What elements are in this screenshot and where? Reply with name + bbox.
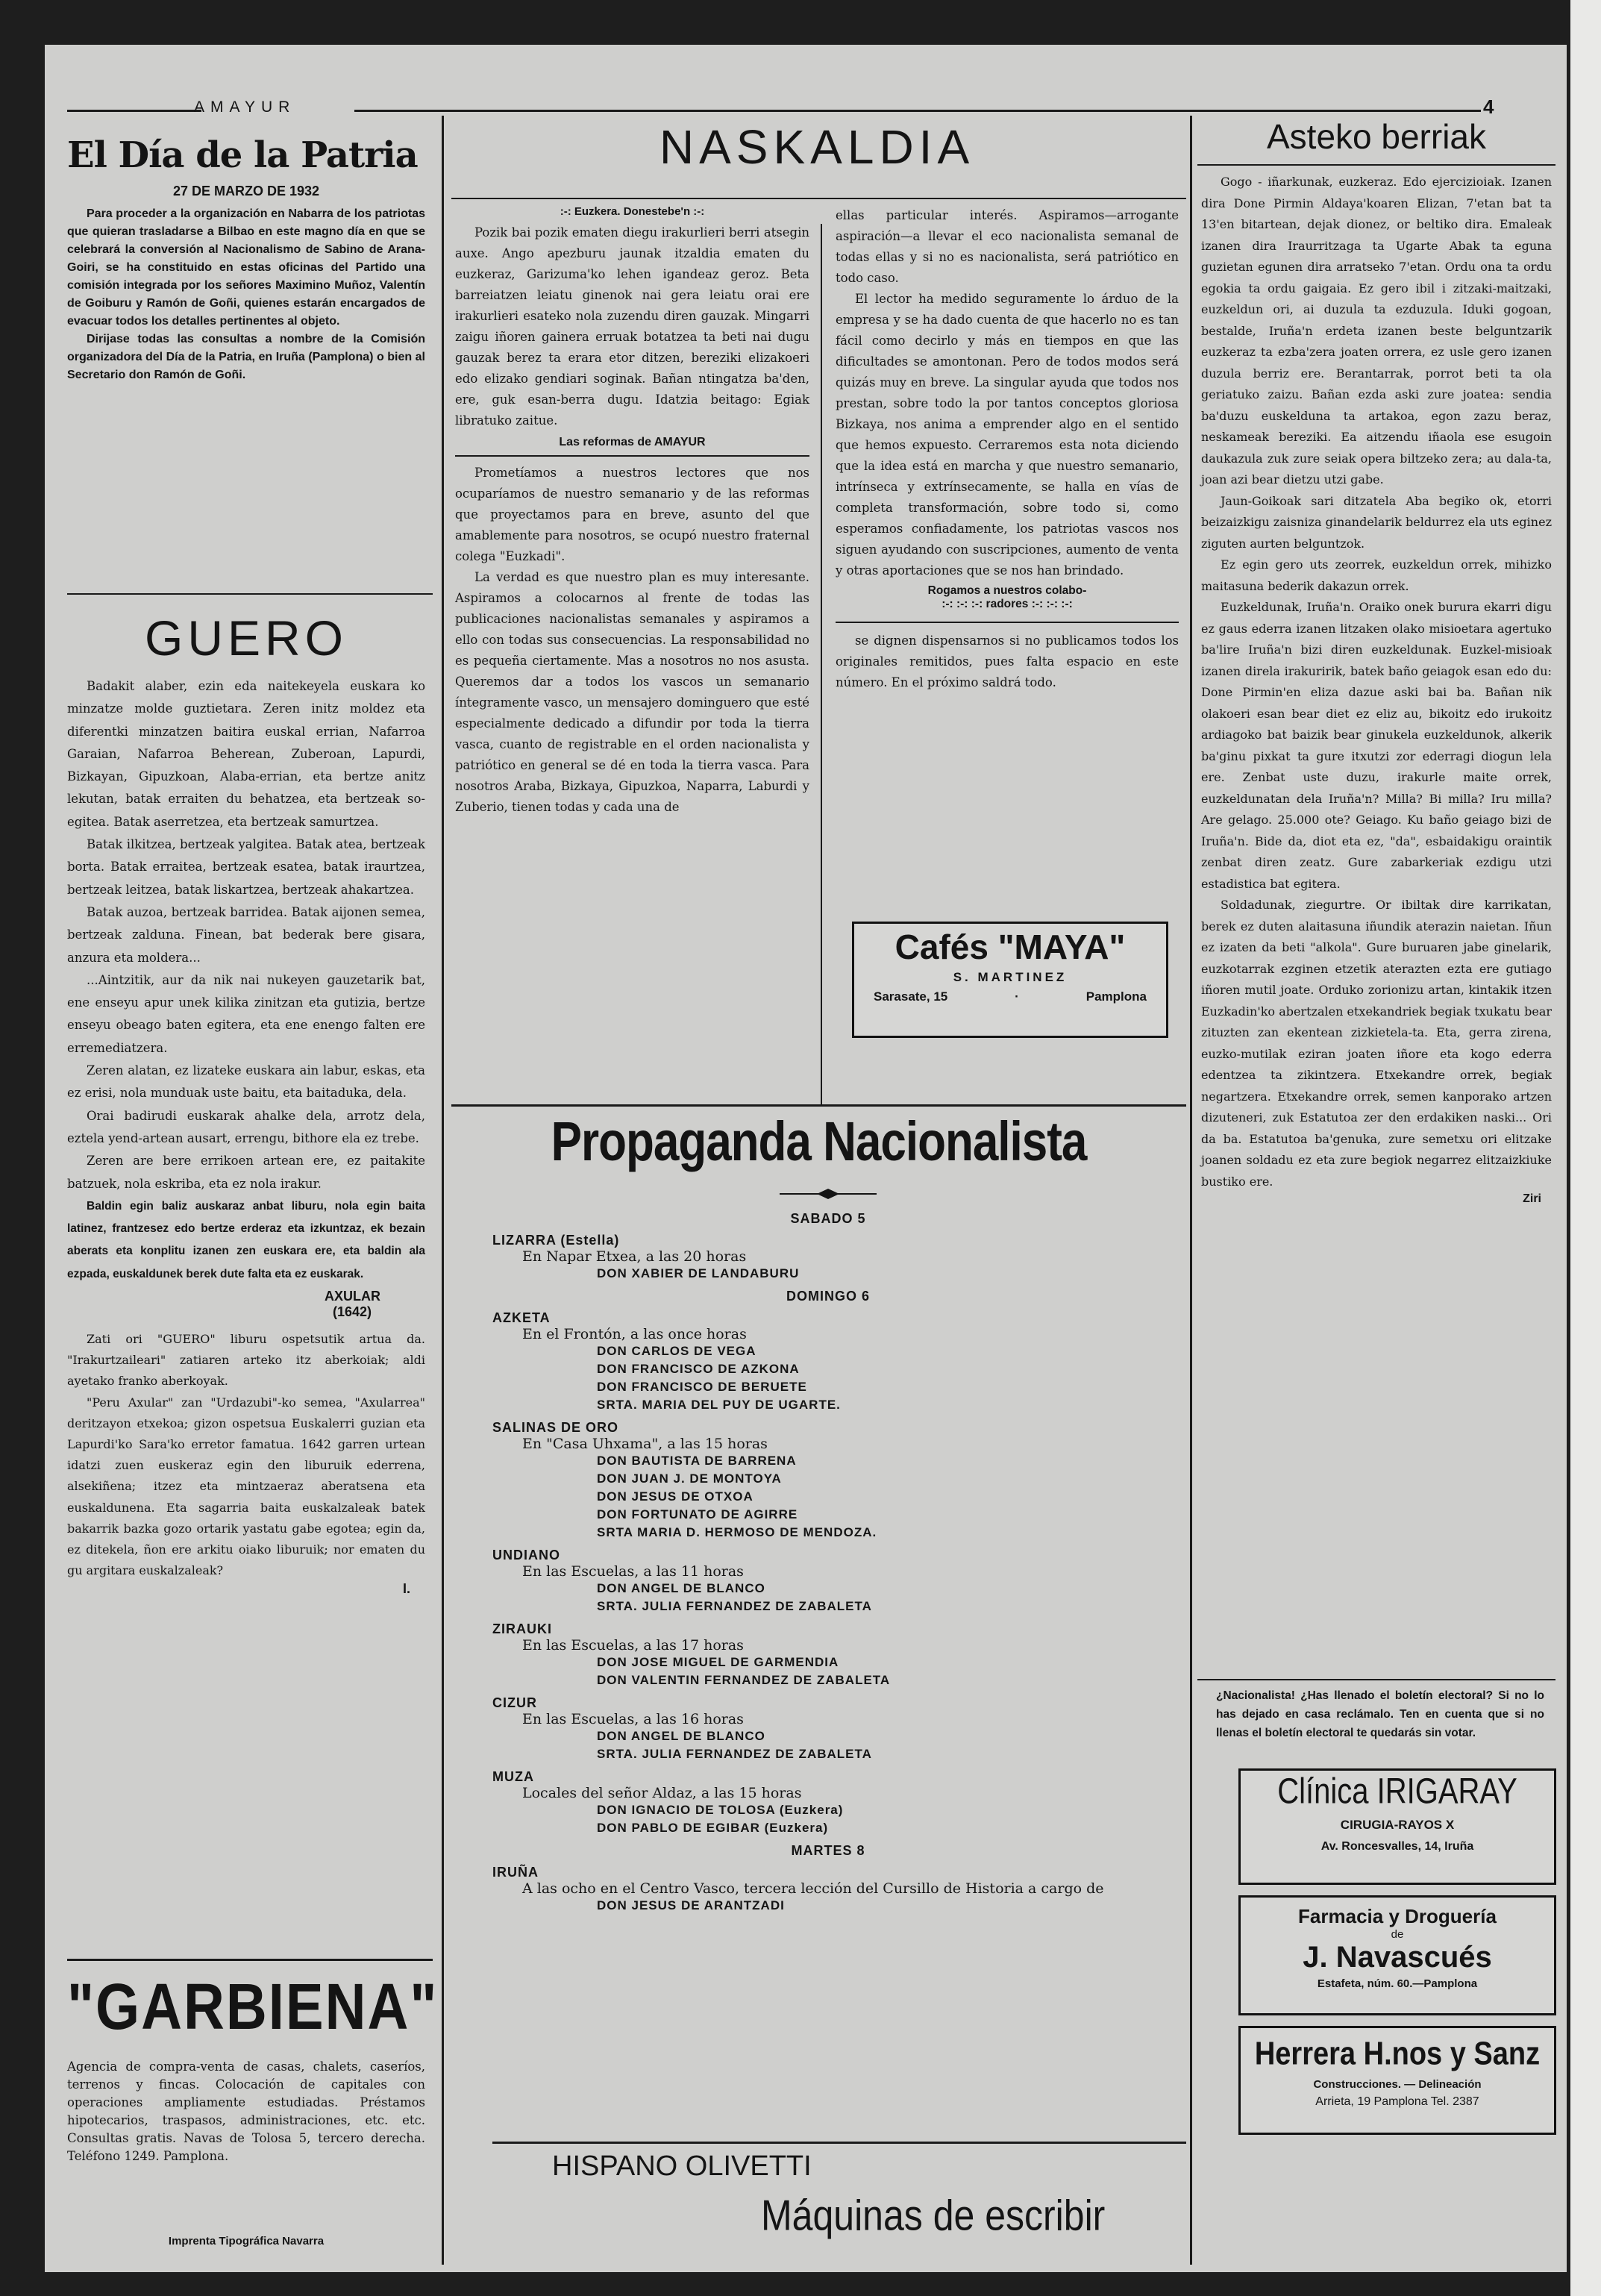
newspaper-page [45,45,1567,2272]
propaganda-time: En "Casa Uhxama", a las 15 horas [522,1436,768,1452]
propaganda-time: En las Escuelas, a las 16 horas [522,1711,744,1727]
propaganda-speaker: SRTA. JULIA FERNANDEZ DE ZABALETA [597,1599,872,1613]
divider [67,1959,433,1961]
propaganda-speaker: DON FRANCISCO DE AZKONA [597,1362,800,1376]
herrera-address: Arrieta, 19 Pamplona Tel. 2387 [1315,2095,1479,2108]
euzkera-para: Pozik bai pozik ematen diegu irakurlieri berri atsegin auxe. Ango apezburu jaunak itzaldia ematen du euzkeraz, Garizuma'ko lehen igandeaz geroz. Beta barreiatzen leiatu ginenok nai gera leiatu orai ere irakurlieri esateko nola zuzendu diren gauzak. Mingarri zaigu iñoren gainera erruak botatzea ta beti nai dugu gauzak berez ta erara etor ditzen, bereziki elizakoeri edo elizako gendiari soginak. Bañan ntingatza ba'den, ere, guk esan-berra dugu. Idatzia beitago: Egiak libratuko zaitue. [455,225,809,428]
propaganda-place: SALINAS DE ORO [492,1420,619,1435]
asteko-para: Soldadunak, ziegurtre. Or ibiltak dire karrikatan, berek ez duten alaitasuna iñundik aterazin naietan. Iñun ez izaten da beti "alkola". Gure buruaren jabe ginelarik, euzkotarrak ezginen etzetik aterazten ezta ere gutiago iñoren mutil joate. Orduko zorionizu artan, kintakik itzen Euzkadin'ko abertzalen etxekandriek begiak txukatu bear zituzten zan ekentean zizkietela-ta. Eta, gerra zirena, euzko-mutilak eziran joaten iñore eta kogo ederra edentzea ta zikintzera. Etxekandre orrek, begiak negartzera. Etxekandre orrek, semen kanporako artzen dizuteneri, zuk Estatutoa zer den erdakiken naski... Ori da ba. Estatutoa ba'genuka, zure semetxu ori elitzake joanen soldadu ez eta zure begiok negarrez elitzaizkiuke bustiko ere. [1201,898,1552,1189]
guero-body [67,675,425,1286]
reformas-title: Las reformas de AMAYUR [559,436,706,448]
cafes-maya-city: Pamplona [1085,989,1147,1004]
divider [1197,1679,1555,1680]
asteko-para: Gogo - iñarkunak, euzkeraz. Edo ejercizioiak. Izanen dira Done Pirmin Aldaya'koaren Elizan, 7'etan bat ta 13'en bitartean, dejak dionez, or beltiko dira. Emaleak izanen dira Iraurritzaga ta Ugarte Abak ta eguna guzietan egunen dira arratseko 7'etan. Ordu ona ta ordu egokia ta ordu gaigaia. Ez gero ibil i zitzaki-maitzaki, euzkeldun ori, ai duzula ta ezduzula. Iduki gogoan, bestalde, Iruña'n erdeta izanen beste belguntzarik euzkeraz ta ezba'zera joaten orrera, ez usle gero izanen duzula berriz ere. Berantarrak, porrot beti ta ola geriatuko zaizu. Bañan ezda aski zure joatea: sendia ba'duzu euskelduna ta artakoa, egon zazu beraz, neskameak bereziki. Ea aitzendu iñaola ese esugoin daukazula zuk zure seiak opera biltzeko zera; au dala-ta, joan azi bear dietzu utzi gabe. [1201,175,1552,487]
guero-para: Badakit alaber, ezin eda naitekeyela euskara ko minzatze molde guztietara. Zeren initz moldez eta diferentki minzatzen baitira euskal errian, Nafarroa Garaian, Nafarroa Beherean, Zuberoan, Lapurdi, Bizkayan, Gipuzkoan, Alaba-errian, eta bertze anitz lekutan, batak erraiten du behatzea, eta bertzeak so-egitea. Batak aserretzea, eta bertzeak samurtzea. [67,679,425,829]
propaganda-speaker: DON FRANCISCO DE BERUETE [597,1380,807,1394]
reformas-para: Prometíamos a nuestros lectores que nos ocuparíamos de nuestro semanario y de las reformas que proyectamos para en breve, asunto del que amablemente para nosotros, se ocupó nuestro fraternal colega "Euzkadi". [455,466,809,563]
propaganda-day: MARTES 8 [791,1843,865,1858]
naskaldia-title: NASKALDIA [659,120,975,174]
divider [451,198,1186,199]
propaganda-place: AZKETA [492,1310,551,1325]
cafes-maya-separator: · [1015,989,1019,1004]
ruego-para: se dignen dispensarnos si no publicamos todos los originales remitidos, pues falta espacio en este número. En el próximo saldrá todo. [836,634,1179,689]
farmacia-address: Estafeta, núm. 60.—Pamplona [1317,1977,1478,1990]
propaganda-speaker: DON VALENTIN FERNANDEZ DE ZABALETA [597,1673,891,1687]
column-rule-3 [1190,116,1192,2265]
column-rule-2 [821,224,822,1104]
clinica-name: Clínica IRIGARAY [1277,1771,1517,1812]
guero-para: Orai badirudi euskarak ahalke dela, arrotz dela, eztela yend-artean ausart, errengu, bithore ela ez trebe. [67,1108,425,1145]
propaganda-speaker: DON JOSE MIGUEL DE GARMENDIA [597,1655,839,1669]
farmacia-navascues-ad [1238,1895,1556,2015]
page-number: 4 [1483,96,1494,118]
dia-patria-title: El Día de la Patria [67,134,418,176]
propaganda-speaker: DON BAUTISTA DE BARRENA [597,1454,797,1468]
guero-note-signature: I. [402,1581,410,1597]
cafes-maya-address-line [854,985,1166,1004]
guero-note [67,1329,425,1581]
propaganda-event [492,1769,1164,1837]
col3-content [836,205,1179,693]
propaganda-event [492,1233,1164,1283]
reformas-para: El lector ha medido seguramente lo árduo de la empresa y se ha dado cuenta de que hacerlo no es tan fácil como decirlo y más en tiempos en que las dificultades se amontonan. Pero de todos modos será quizás muy en breve. La singular ayuda que todos nos prestan, sobre todo la por tantos conceptos gloriosa Bizkaya, nos anima a emprender algo en el sentido que hemos expuesto. Cerraremos esta nota diciendo que la idea está en marcha y que nuestro semanario, intrínseca y extrínsecamente, se halla en vías de completa transformación, sobre todo si, como esperamos confiadamente, los patriotas vascos nos siguen ayudando con suscripciones, aumento de venta y otras aportaciones que se nos han brindado. [836,292,1179,578]
guero-title: GUERO [144,610,348,666]
ruego-heading: Rogamos a nuestros colabo- [927,584,1087,597]
guero-article [67,608,425,1597]
garbiena-title: "GARBIENA" [67,1970,439,2044]
guero-year: (1642) [332,1304,372,1320]
farmacia-name: J. Navascués [1303,1941,1492,1974]
propaganda-event [492,1420,1164,1542]
asteko-berriak-body [1201,172,1552,1206]
propaganda-speaker: SRTA MARIA D. HERMOSO DE MENDOZA. [597,1525,877,1539]
guero-para: Batak auzoa, bertzeak barridea. Batak aijonen semea, bertzeak zalduna. Finean, bat bederak bere gisara, anzura eta moldera... [67,904,425,965]
propaganda-place: CIZUR [492,1695,537,1710]
herrera-services: Construcciones. — Delineación [1313,2078,1482,2091]
propaganda-event [492,1310,1164,1414]
euzkera-body [455,222,809,431]
propaganda-speaker: DON IGNACIO DE TOLOSA (Euzkera) [597,1803,844,1817]
asteko-para: Jaun-Goikoak sari ditzatela Aba begiko ok, etorri beizaizkigu zaisniza ginandelarik beldurrez ela uts eginez ziguten aurten belguntzok. [1201,493,1552,551]
masthead-rule-left [67,110,201,112]
guero-para: ...Aintzitik, aur da nik nai nukeyen gauzetarik bat, ene enseyu apur unek kilika zinitzan eta gutizia, bertze enseyu obeago baten egitera, eta ene enengo falten ere erremediatzera. [67,972,425,1055]
propaganda-speaker: SRTA. MARIA DEL PUY DE UGARTE. [597,1398,841,1412]
propaganda-speaker: DON ANGEL DE BLANCO [597,1581,765,1595]
propaganda-event [492,1621,1164,1689]
propaganda-speaker: DON JESUS DE OTXOA [597,1489,753,1504]
propaganda-place: MUZA [492,1769,534,1784]
guero-note-para: "Peru Axular" zan "Urdazubi"-ko semea, "Axularrea" deritzayon etxekoa; gizon ospetsua Euskalerri guzian eta Lapurdi'ko Sara'ko erretor famatua. 1642 garren urtean idatzi zuen euskeraz egin den liburuik ederrena, alsekiñena; itzez eta mintzaeraz aberatsena eta euskaldunena. Eta sagarria baita euskalzaleak batek bakarrik bazka gozo ortarik yastatu gabe egotea; egin da, ez ditekela, ñon ere arkitu oiako liburuik; nor ematen du gu argitara euskalzaleak? [67,1395,425,1578]
euzkera-subhead: :-: Euzkera. Donestebe'n :-: [560,205,705,218]
masthead-rule-right [354,110,1481,112]
guero-para: Zeren alatan, ez lizateke euskara ain labur, eskas, eta ez erisi, nola munduak uste baitu, eta baitaduka, dela. [67,1063,425,1101]
propaganda-time: En Napar Etxea, a las 20 horas [522,1248,747,1265]
propaganda-speaker: DON XABIER DE LANDABURU [597,1266,800,1280]
asteko-signature: Ziri [1523,1192,1541,1205]
guero-signature: AXULAR [325,1289,380,1304]
guero-para: Batak ilkitzea, bertzeak yalgitea. Batak atea, bertzeak borta. Batak erraitea, bertzeak esatea, batak iraurtzea, bertzeak leitzea, batak liskartzea, bertzeak ahakartzea. [67,837,425,897]
asteko-text [1201,172,1552,1192]
propaganda-list [492,1205,1164,1915]
propaganda-place: ZIRAUKI [492,1621,552,1636]
propaganda-place: LIZARRA (Estella) [492,1233,620,1248]
asteko-para: Ez egin gero uts zeorrek, euzkeldun orrek, mihizko maitasuna bederik dakazun orrek. [1201,557,1552,593]
reformas-body [455,463,809,818]
garbiena-text: Agencia de compra-venta de casas, chalets, caseríos, terrenos y fincas. Colocación de capitales con operaciones ampliamente estudiadas. Préstamos hipotecarios, traspasos, administraciones, etc. etc. Consultas gratis. Navas de Tolosa 5, tercero derecha. Teléfono 1249. Pamplona. [67,2059,425,2163]
clinica-irigaray-ad [1238,1768,1556,1885]
propaganda-place: IRUÑA [492,1865,539,1880]
scan-edge [1570,0,1601,2296]
divider [1197,164,1555,166]
boletin-notice: ¿Nacionalista! ¿Has llenado el boletín electoral? Si no lo has dejado en casa reclámalo. Ten en cuenta que si no llenas el boletín electoral te quedarás sin votar. [1216,1689,1544,1739]
asteko-para: Euzkeldunak, Iruña'n. Oraiko onek burura ekarri digu ez gaus ederra izanen litzaken olako misioetara agertuko ba'lire Iruña'n bizi diren euzkeldunak. Euzkel-misioak izanen direla irakuririk, batek baño geiagok esan edo du: Done Pirmin'en eliza dazue aski bai ba. Bañan nik olakoeri esan bear diet ez eliz au, bikoitz edo irukoitz ardiagoko bat baizik bear ginukela euzkeldunok, alkerik ba'ginu pixkat ta gure itxutzi zor ederragi diogun lela ere. Zenbat uste duzu, irakurle maite orrek, euzkeldunatan dela Iruña'n? Milla? Bi milla? Iru milla? Are gelago. 25.000 ote? Geiago. Ku baño geiago bizi de Iruña'n. Bide da, diot eta ez, "da", esbaidakigu oraintik zenbat diren zeatz. Gure zabarkeriak ezdigu utzi estadistica bat egitera. [1201,600,1552,891]
dia-patria-article [67,134,425,384]
col2-content [455,205,809,818]
dia-patria-body [67,205,425,384]
propaganda-speaker: DON JESUS DE ARANTZADI [597,1898,785,1912]
propaganda-event [492,1548,1164,1615]
cafes-maya-ad [852,922,1168,1038]
dia-patria-date: 27 DE MARZO DE 1932 [172,184,320,198]
cafes-maya-owner: S. MARTINEZ [953,970,1068,984]
hispano-olivetti-product: Máquinas de escribir [761,2191,1106,2240]
herrera-name: Herrera H.nos y Sanz [1254,2036,1541,2073]
cafes-maya-address: Sarasate, 15 [874,989,948,1004]
propaganda-title: Propaganda Nacionalista [551,1111,1087,1173]
cafes-maya-name: Cafés "MAYA" [895,928,1126,966]
garbiena-ad [67,1970,439,2165]
column-rule-1 [442,116,444,2265]
divider [455,455,809,457]
farmacia-line1: Farmacia y Droguería [1298,1905,1497,1927]
divider [492,2142,1186,2144]
propaganda-time: En el Frontón, a las once horas [522,1326,747,1342]
divider [67,593,433,595]
propaganda-speaker: DON CARLOS DE VEGA [597,1344,756,1358]
propaganda-speaker: DON FORTUNATO DE AGIRRE [597,1507,798,1521]
masthead-paper-name: AMAYUR [194,98,296,116]
propaganda-time: En las Escuelas, a las 17 horas [522,1637,744,1654]
clinica-address: Av. Roncesvalles, 14, Iruña [1320,1840,1474,1853]
ruego-body [836,631,1179,693]
dia-patria-para: Dirijase todas las consultas a nombre de la Comisión organizadora del Día de la Patria, en Iruña (Pamplona) o bien al Secretario don Ramón de Goñi. [67,333,425,381]
propaganda-time: A las ocho en el Centro Vasco, tercera lección del Cursillo de Historia a cargo de [522,1880,1104,1897]
dia-patria-para: Para proceder a la organización en Nabarra de los patriotas que quieran trasladarse a Bilbao en este magno día en que se celebrará la conversión al Nacionalismo de Sabino de Arana-Goiri, se ha constituido en estas oficinas del Partido una comisión integrada por los señores Maximino Muñoz, Valentín de Goiburu y Ramón de Goñi, quienes estarán encargados de evacuar todos los detalles pertinentes al objeto. [67,207,425,328]
propaganda-speaker: SRTA. JULIA FERNANDEZ DE ZABALETA [597,1747,872,1761]
ruego-heading: :-: :-: :-: radores :-: :-: :-: [942,598,1073,610]
propaganda-speaker: DON JUAN J. DE MONTOYA [597,1471,782,1486]
reformas-para: La verdad es que nuestro plan es muy interesante. Aspiramos a colocarnos al frente de todas las publicaciones nacionalistas semanales y aspiramos a ello con todas sus consecuencias. La responsabilidad no es pequeña ciertamente. Mas a nosotros no nos asusta. Queremos dar a todos los vascos un semanario íntegramente vasco, un mensajero dominguero que esté especialmente dedicado a difundir por toda la tierra vasca, cuanto de registrable en el orden nacionalista y patriótico en general se dé en toda la tierra vasca. Para nosotros Araba, Bizkaya, Gipuzkoa, Naparra, Laburdi y Zuberio, tienen todas y cada una de [455,570,809,814]
propaganda-day: DOMINGO 6 [786,1289,870,1304]
guero-note-para: Zati ori "GUERO" liburu ospetsutik artua da. "Irakurtzaileari" zatiaren arteko itz aberkoiak; aldi ayetako franko aberkoyak. [67,1332,425,1389]
divider [836,622,1179,623]
propaganda-day: SABADO 5 [790,1211,866,1226]
divider [451,1104,1186,1107]
guero-para: Zeren are bere errikoen artean ere, ez paitakite batzuek, nola eskriba, eta ez nola irakur. [67,1154,425,1191]
propaganda-speaker: DON PABLO DE EGIBAR (Euzkera) [597,1821,829,1835]
propaganda-speaker: DON ANGEL DE BLANCO [597,1729,765,1743]
reformas-para: ellas particular interés. Aspiramos—arrogante aspiración—a llevar el eco nacionalista semanal de todas ellas y si no es nacionalista, será patriótico en todo caso. [836,208,1179,285]
propaganda-event [492,1865,1164,1915]
propaganda-event [492,1695,1164,1763]
ornament-rule [780,1186,877,1201]
guero-para: Baldin egin baliz auskaraz anbat liburu, nola egin baita latinez, frantzesez edo bertze erderaz eta izkuntzaz, ek bezain aberats eta konplitu izanen zen euskara ere, eta baldin ala ezpada, euskaldunek berek dute falta eta ez euskarak. [67,1199,425,1280]
clinica-specialty: CIRUGIA-RAYOS X [1340,1818,1455,1832]
reformas-continued [836,205,1179,581]
propaganda-place: UNDIANO [492,1548,560,1563]
imprenta-credit: Imprenta Tipográfica Navarra [168,2235,325,2247]
propaganda-time: Locales del señor Aldaz, a las 15 horas [522,1785,802,1801]
herrera-sanz-ad [1238,2026,1556,2135]
asteko-berriak-title: Asteko berriak [1266,117,1486,156]
propaganda-time: En las Escuelas, a las 11 horas [522,1563,744,1580]
hispano-olivetti-brand: HISPANO OLIVETTI [552,2150,812,2182]
farmacia-de: de [1391,1928,1404,1941]
